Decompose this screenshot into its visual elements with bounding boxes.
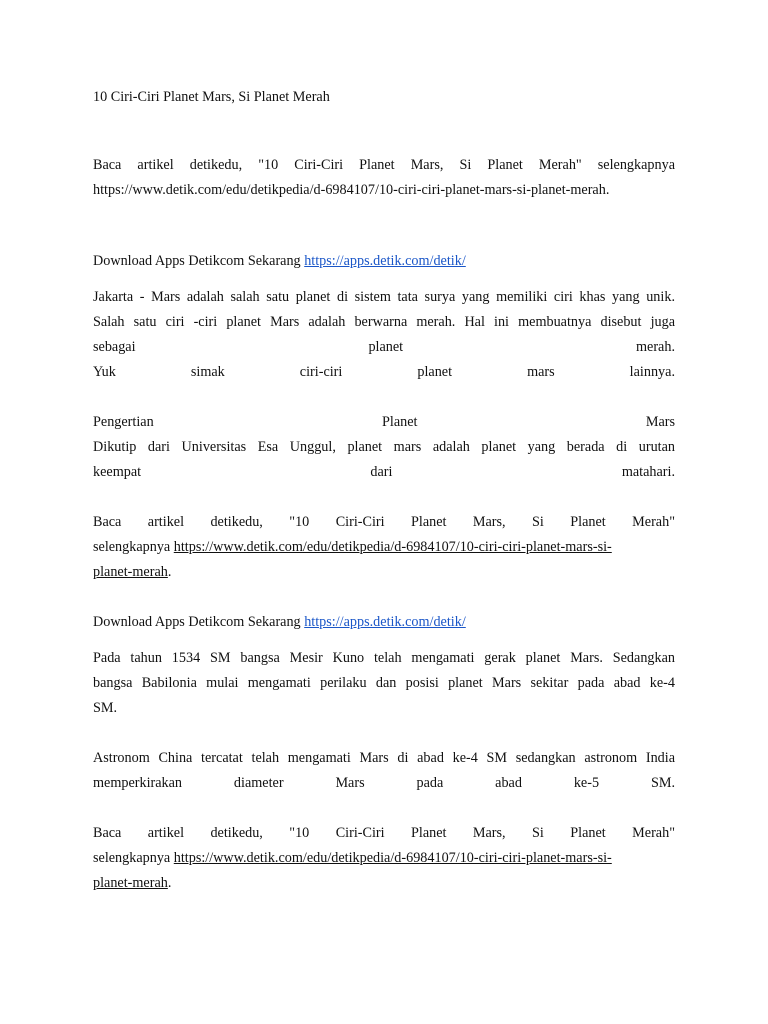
source-prefix: selengkapnya bbox=[93, 850, 174, 866]
download-apps-text: Download Apps Detikcom Sekarang bbox=[93, 253, 305, 269]
download-apps-line-1 bbox=[93, 249, 675, 274]
astronom-line-1: Astronom China tercatat telah mengamati Mars di abad ke-4 SM sedangkan astronom India bbox=[93, 750, 675, 766]
history-line-1: Pada tahun 1534 SM bangsa Mesir Kuno telah mengamati gerak planet Mars. Sedangkan bbox=[93, 650, 675, 666]
source-text-line: Baca artikel detikedu, "10 Ciri-Ciri Planet Mars, Si Planet Merah" bbox=[93, 514, 675, 530]
paragraph-source-2 bbox=[93, 510, 675, 585]
paragraph-history-1 bbox=[93, 646, 675, 721]
definition-line-1: Dikutip dari Universitas Esa Unggul, planet mars adalah planet yang berada di urutan bbox=[93, 439, 675, 455]
source-link-line bbox=[93, 846, 675, 871]
source-link-line-2 bbox=[93, 871, 675, 896]
intro-line-2: Salah satu ciri -ciri planet Mars adalah berwarna merah. Hal ini membuatnya disebut juga bbox=[93, 314, 675, 330]
article-link-continued[interactable]: planet-merah bbox=[93, 875, 168, 891]
source-prefix: selengkapnya bbox=[93, 539, 174, 555]
article-link[interactable]: https://www.detik.com/edu/detikpedia/d-6984107/10-ciri-ciri-planet-mars-si- bbox=[173, 850, 612, 866]
intro-line-1: Jakarta - Mars adalah salah satu planet di sistem tata surya yang memiliki ciri khas yang unik. bbox=[93, 289, 675, 305]
history-line-2: bangsa Babilonia mulai mengamati perilaku dan posisi planet Mars sekitar pada abad ke-4 bbox=[93, 675, 675, 691]
paragraph-intro bbox=[93, 285, 675, 385]
paragraph-source-3 bbox=[93, 821, 675, 896]
document-title bbox=[93, 85, 675, 110]
intro-line-4: Yuk simak ciri-ciri planet mars lainnya. bbox=[93, 364, 675, 380]
source-url-text: https://www.detik.com/edu/detikpedia/d-6984107/10-ciri-ciri-planet-mars-si-planet-merah. bbox=[93, 182, 610, 198]
download-apps-link[interactable]: https://apps.detik.com/detik/ bbox=[304, 614, 466, 630]
paragraph-definition bbox=[93, 410, 675, 485]
article-link-continued[interactable]: planet-merah bbox=[93, 564, 168, 580]
download-apps-link[interactable]: https://apps.detik.com/detik/ bbox=[304, 253, 466, 269]
title-text: 10 Ciri-Ciri Planet Mars, Si Planet Merah bbox=[93, 89, 330, 105]
source-suffix: . bbox=[167, 564, 172, 580]
source-text-line: Baca artikel detikedu, "10 Ciri-Ciri Planet Mars, Si Planet Merah" selengkapnya bbox=[93, 157, 675, 173]
definition-line-2: keempat dari matahari. bbox=[93, 464, 675, 480]
astronom-line-2: memperkirakan diameter Mars pada abad ke-5 SM. bbox=[93, 775, 675, 791]
download-apps-text: Download Apps Detikcom Sekarang bbox=[93, 614, 305, 630]
paragraph-history-2 bbox=[93, 746, 675, 796]
source-suffix: . bbox=[167, 875, 172, 891]
source-link-line-2 bbox=[93, 560, 675, 585]
source-text-line: Baca artikel detikedu, "10 Ciri-Ciri Planet Mars, Si Planet Merah" bbox=[93, 825, 675, 841]
download-apps-line-2 bbox=[93, 610, 675, 635]
history-line-3: SM. bbox=[93, 700, 118, 716]
article-link[interactable]: https://www.detik.com/edu/detikpedia/d-6984107/10-ciri-ciri-planet-mars-si- bbox=[173, 539, 612, 555]
paragraph-source-1 bbox=[93, 153, 675, 203]
definition-heading: Pengertian Planet Mars bbox=[93, 414, 675, 430]
intro-line-3: sebagai planet merah. bbox=[93, 339, 675, 355]
source-link-line bbox=[93, 535, 675, 560]
